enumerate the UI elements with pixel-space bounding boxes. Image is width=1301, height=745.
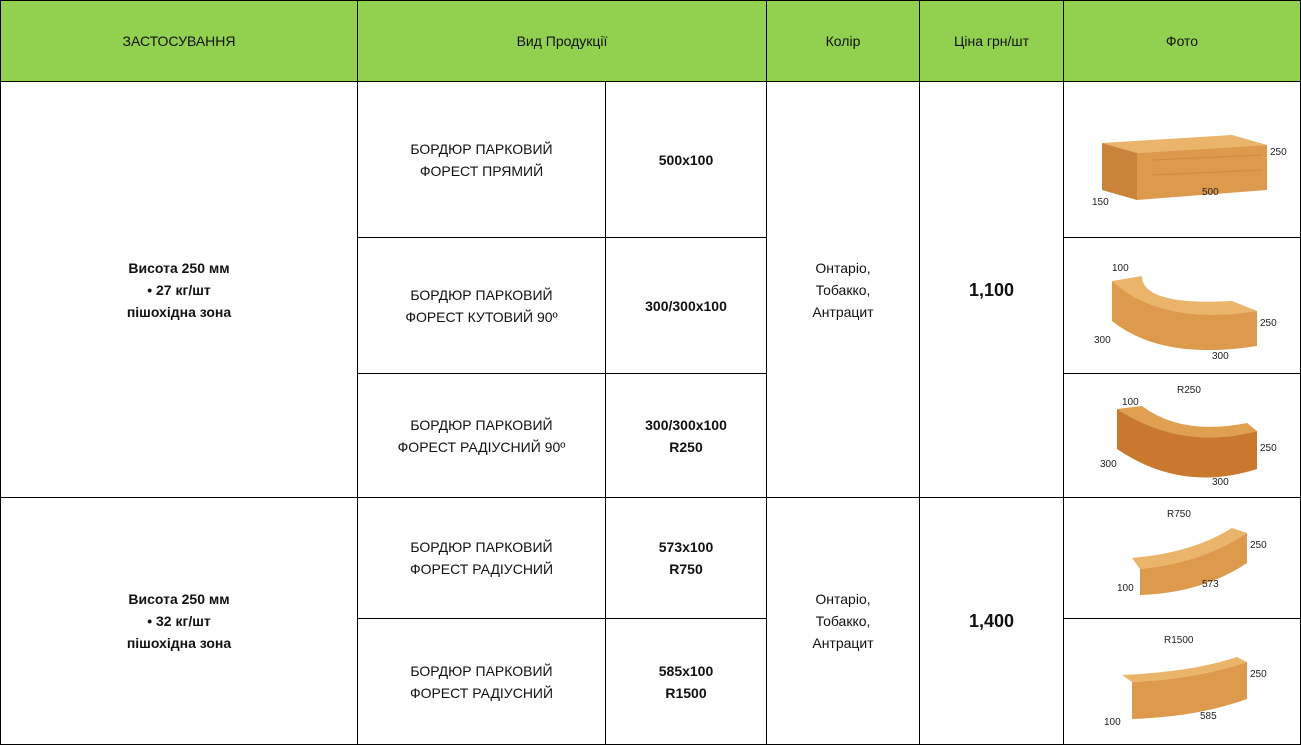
color-cell: Онтаріо, Тобакко, Антрацит — [767, 498, 920, 745]
svg-text:500: 500 — [1202, 186, 1219, 198]
product-size: 300/300х100 R250 — [606, 374, 767, 498]
svg-text:573: 573 — [1202, 579, 1219, 590]
svg-text:100: 100 — [1117, 583, 1134, 594]
header-application: ЗАСТОСУВАННЯ — [1, 1, 358, 82]
svg-text:250: 250 — [1250, 668, 1267, 680]
svg-text:100: 100 — [1104, 716, 1121, 728]
svg-text:300: 300 — [1212, 350, 1229, 362]
header-color: Колір — [767, 1, 920, 82]
svg-text:300: 300 — [1100, 458, 1117, 470]
svg-text:585: 585 — [1200, 710, 1217, 722]
application-cell: Висота 250 мм • 27 кг/шт пішохідна зона — [1, 82, 358, 498]
svg-text:300: 300 — [1094, 334, 1111, 346]
svg-text:R750: R750 — [1167, 509, 1191, 520]
svg-text:250: 250 — [1270, 146, 1287, 158]
product-name: БОРДЮР ПАРКОВИЙ ФОРЕСТ КУТОВИЙ 90º — [358, 238, 606, 374]
product-name: БОРДЮР ПАРКОВИЙ ФОРЕСТ РАДІУСНИЙ — [358, 619, 606, 745]
radius-curb-r1500-photo — [1064, 619, 1301, 745]
header-product-type: Вид Продукції — [358, 1, 767, 82]
header-row — [1, 1, 1301, 82]
application-cell: Висота 250 мм • 32 кг/шт пішохідна зона — [1, 498, 358, 745]
product-size: 500х100 — [606, 82, 767, 238]
product-name: БОРДЮР ПАРКОВИЙ ФОРЕСТ ПРЯМИЙ — [358, 82, 606, 238]
svg-text:100: 100 — [1112, 262, 1129, 274]
radius-curb-photo — [1064, 374, 1301, 498]
color-cell: Онтаріо, Тобакко, Антрацит — [767, 82, 920, 498]
radius-curb-r750-photo — [1064, 498, 1301, 619]
price-cell: 1,100 — [920, 82, 1064, 498]
product-size: 300/300х100 — [606, 238, 767, 374]
svg-text:250: 250 — [1260, 442, 1277, 454]
header-photo: Фото — [1064, 1, 1301, 82]
svg-text:150: 150 — [1092, 196, 1109, 208]
straight-curb-photo — [1064, 82, 1301, 238]
price-cell: 1,400 — [920, 498, 1064, 745]
table-row — [1, 82, 1301, 238]
product-name: БОРДЮР ПАРКОВИЙ ФОРЕСТ РАДІУСНИЙ 90º — [358, 374, 606, 498]
svg-text:R1500: R1500 — [1164, 634, 1194, 646]
svg-text:300: 300 — [1212, 476, 1229, 488]
corner-curb-photo — [1064, 238, 1301, 374]
table-row — [1, 498, 1301, 619]
product-name: БОРДЮР ПАРКОВИЙ ФОРЕСТ РАДІУСНИЙ — [358, 498, 606, 619]
svg-text:250: 250 — [1260, 317, 1277, 329]
product-size: 585х100 R1500 — [606, 619, 767, 745]
svg-text:R250: R250 — [1177, 384, 1201, 396]
product-size: 573х100 R750 — [606, 498, 767, 619]
header-price: Ціна грн/шт — [920, 1, 1064, 82]
svg-text:250: 250 — [1250, 540, 1267, 551]
svg-text:100: 100 — [1122, 396, 1139, 408]
